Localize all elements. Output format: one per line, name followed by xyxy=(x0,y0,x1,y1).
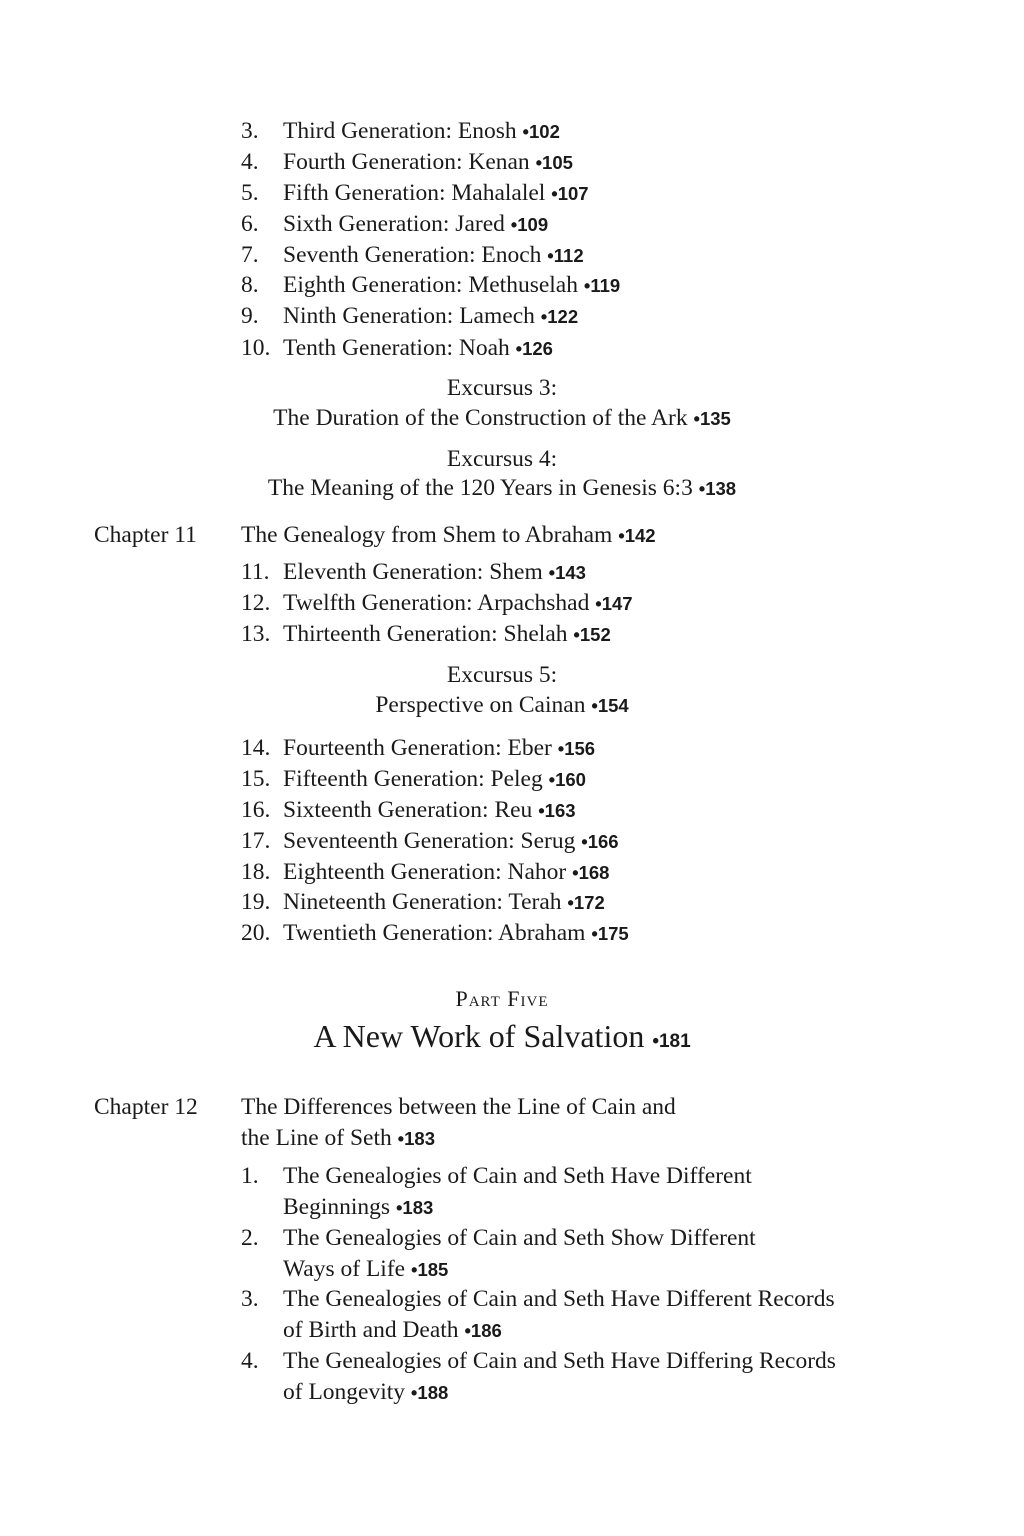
entry-number: 4. xyxy=(241,149,259,175)
entry-page: • 102 xyxy=(523,121,560,142)
entry-title: Nineteenth Generation: Terah xyxy=(283,889,562,915)
part-title: A New Work of Salvation xyxy=(313,1018,645,1054)
chapter-page: • 183 xyxy=(398,1128,435,1149)
entry-title: Eighth Generation: Methuselah xyxy=(283,272,578,298)
entry-page: • 163 xyxy=(538,800,575,821)
entry-number: 16. xyxy=(241,797,271,823)
chapter-page: • 142 xyxy=(618,525,655,546)
entry-number: 12. xyxy=(241,590,271,616)
entry-title: Fourth Generation: Kenan xyxy=(283,149,530,175)
entry-title: Tenth Generation: Noah xyxy=(283,335,510,361)
entry-title-cont: Beginnings xyxy=(283,1194,391,1220)
entry-number: 9. xyxy=(241,303,259,329)
chapter-title-line-2 xyxy=(241,1123,435,1154)
entry-number: 15. xyxy=(241,766,271,792)
entry-page: • 186 xyxy=(464,1320,501,1341)
excursus-label: Excursus 5: xyxy=(446,662,558,688)
entry-number: 17. xyxy=(241,828,271,854)
part-label: Part Five xyxy=(455,986,549,1011)
entry-title: Fifteenth Generation: Peleg xyxy=(283,766,543,792)
entry-number: 7. xyxy=(241,242,259,268)
chapter-title-line xyxy=(241,520,656,551)
excursus-label: Excursus 4: xyxy=(446,446,558,472)
part-title-line xyxy=(0,1018,1004,1055)
entry-number: 6. xyxy=(241,211,259,237)
entry-title: Seventeenth Generation: Serug xyxy=(283,828,576,854)
entry-title: The Genealogies of Cain and Seth Show Different xyxy=(283,1225,756,1251)
entry-title-cont: of Birth and Death xyxy=(283,1317,459,1343)
entry-title: Twentieth Generation: Abraham xyxy=(283,920,586,946)
entry-number: 18. xyxy=(241,859,271,885)
entry-title: The Genealogies of Cain and Seth Have Different xyxy=(283,1163,752,1189)
excursus-title-line xyxy=(0,473,1004,504)
excursus-label: Excursus 3: xyxy=(446,375,558,401)
entry-title: Twelfth Generation: Arpachshad xyxy=(283,590,590,616)
entry-number: 2. xyxy=(241,1225,259,1251)
entry-number: 1. xyxy=(241,1163,259,1189)
part-page: • 181 xyxy=(652,1031,690,1052)
entry-number: 4. xyxy=(241,1348,259,1374)
entry-number: 10. xyxy=(241,335,271,361)
entry-title: Ninth Generation: Lamech xyxy=(283,303,535,329)
excursus-title: Perspective on Cainan xyxy=(375,692,586,718)
entry-page: • 152 xyxy=(573,624,610,645)
entry-title: Eleventh Generation: Shem xyxy=(283,559,543,585)
chapter-title-line-1: The Differences between the Line of Cain and xyxy=(241,1094,676,1120)
excursus-page: • 135 xyxy=(693,408,730,429)
excursus-title: The Meaning of the 120 Years in Genesis 6:3 xyxy=(267,475,693,501)
entry-title: Fifth Generation: Mahalalel xyxy=(283,180,546,206)
chapter-title: the Line of Seth xyxy=(241,1125,392,1151)
entry-title: Third Generation: Enosh xyxy=(283,118,517,144)
entry-number: 20. xyxy=(241,920,271,946)
entry-title: Sixteenth Generation: Reu xyxy=(283,797,533,823)
entry-page: • 109 xyxy=(511,214,548,235)
entry-page: • 122 xyxy=(541,306,578,327)
chapter-title: The Genealogy from Shem to Abraham xyxy=(241,522,613,548)
entry-page: • 166 xyxy=(581,831,618,852)
entry-number: 14. xyxy=(241,735,271,761)
entry-title: Thirteenth Generation: Shelah xyxy=(283,621,568,647)
entry-title-cont: of Longevity xyxy=(283,1379,406,1405)
entry-page: • 172 xyxy=(567,892,604,913)
excursus-page: • 154 xyxy=(591,695,628,716)
entry-title-cont: Ways of Life xyxy=(283,1256,406,1282)
entry-page: • 126 xyxy=(516,338,553,359)
chapter-label: Chapter 12 xyxy=(94,1094,198,1120)
entry-title: Fourteenth Generation: Eber xyxy=(283,735,552,761)
excursus-title: The Duration of the Construction of the Ark xyxy=(273,405,688,431)
entry-number: 8. xyxy=(241,272,259,298)
entry-title: Seventh Generation: Enoch xyxy=(283,242,542,268)
entry-number: 5. xyxy=(241,180,259,206)
excursus-title-line xyxy=(0,403,1004,434)
entry-page: • 188 xyxy=(411,1382,448,1403)
excursus-title-line xyxy=(0,690,1004,721)
entry-number: 11. xyxy=(241,559,270,585)
entry-title: Eighteenth Generation: Nahor xyxy=(283,859,567,885)
entry-number: 3. xyxy=(241,1286,259,1312)
entry-page: • 183 xyxy=(396,1197,433,1218)
entry-page: • 147 xyxy=(595,593,632,614)
entry-page: • 107 xyxy=(551,183,588,204)
entry-title: Sixth Generation: Jared xyxy=(283,211,505,237)
entry-page: • 105 xyxy=(536,152,573,173)
excursus-page: • 138 xyxy=(699,478,736,499)
entry-page: • 112 xyxy=(547,245,583,266)
entry-page: • 156 xyxy=(558,738,595,759)
entry-title: The Genealogies of Cain and Seth Have Different Records xyxy=(283,1286,835,1312)
entry-page: • 185 xyxy=(411,1259,448,1280)
entry-page: • 168 xyxy=(572,862,609,883)
entry-number: 13. xyxy=(241,621,271,647)
entry-page: • 160 xyxy=(549,769,586,790)
chapter-label: Chapter 11 xyxy=(94,522,197,548)
entry-page: • 119 xyxy=(584,275,620,296)
entry-page: • 175 xyxy=(591,923,628,944)
entry-number: 3. xyxy=(241,118,259,144)
entry-title: The Genealogies of Cain and Seth Have Differing Records xyxy=(283,1348,836,1374)
entry-page: • 143 xyxy=(549,562,586,583)
entry-number: 19. xyxy=(241,889,271,915)
